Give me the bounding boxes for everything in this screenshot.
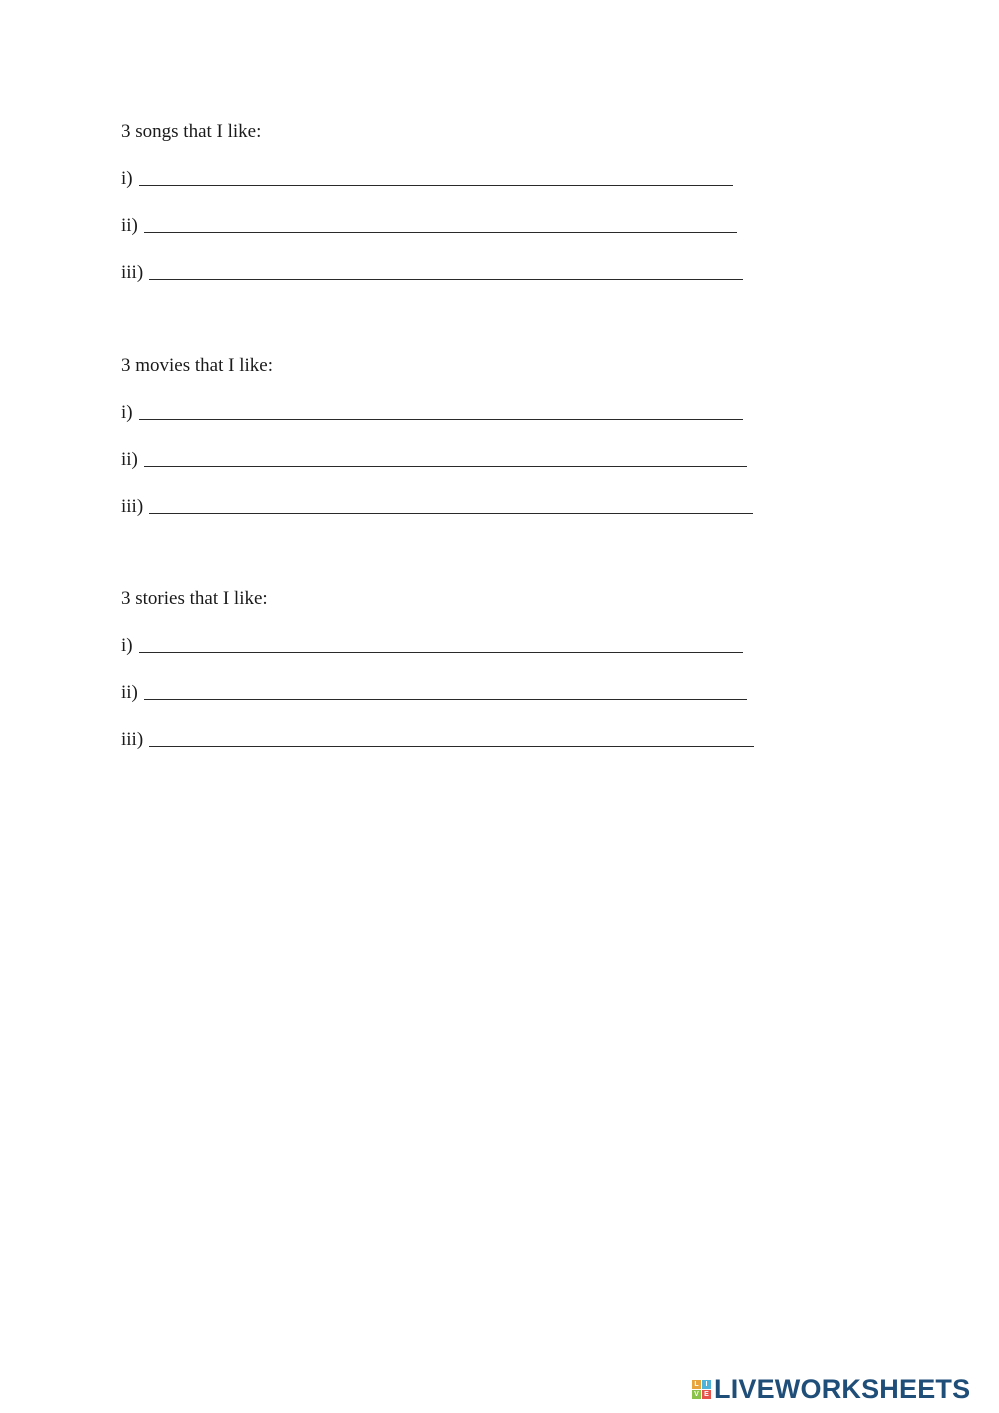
stories-heading: 3 stories that I like: <box>121 588 268 609</box>
logo-text: LIVEWORKSHEETS <box>714 1374 971 1404</box>
songs-item-2 <box>121 213 743 239</box>
stories-item-3 <box>121 727 754 753</box>
item-number: i) <box>121 635 133 656</box>
movies-item-3 <box>121 494 753 520</box>
stories-item-1 <box>121 633 754 659</box>
liveworksheets-logo-icon <box>692 1380 711 1399</box>
logo-mark-l: L <box>692 1380 701 1389</box>
songs-item-1 <box>121 166 743 192</box>
liveworksheets-logo <box>692 1375 970 1403</box>
stories-section <box>121 586 754 774</box>
answer-blank-line[interactable] <box>149 746 754 747</box>
songs-section <box>121 119 743 307</box>
stories-item-2 <box>121 680 754 706</box>
item-number: ii) <box>121 215 138 236</box>
answer-blank-line[interactable] <box>139 419 743 420</box>
item-number: ii) <box>121 682 138 703</box>
item-number: iii) <box>121 496 144 517</box>
answer-blank-line[interactable] <box>144 232 737 233</box>
answer-blank-line[interactable] <box>139 185 733 186</box>
answer-blank-line[interactable] <box>149 513 753 514</box>
movies-item-1 <box>121 400 753 426</box>
answer-blank-line[interactable] <box>144 466 747 467</box>
logo-mark-e: E <box>702 1390 711 1399</box>
movies-heading: 3 movies that I like: <box>121 355 273 376</box>
item-number: i) <box>121 402 133 423</box>
logo-mark-v: V <box>692 1390 701 1399</box>
item-number: i) <box>121 168 133 189</box>
answer-blank-line[interactable] <box>149 279 743 280</box>
answer-blank-line[interactable] <box>139 652 743 653</box>
movies-section <box>121 353 753 541</box>
item-number: iii) <box>121 729 144 750</box>
item-number: iii) <box>121 262 144 283</box>
songs-heading: 3 songs that I like: <box>121 121 262 142</box>
answer-blank-line[interactable] <box>144 699 747 700</box>
movies-item-2 <box>121 447 753 473</box>
item-number: ii) <box>121 449 138 470</box>
songs-item-3 <box>121 260 743 286</box>
logo-mark-i: I <box>702 1380 711 1389</box>
